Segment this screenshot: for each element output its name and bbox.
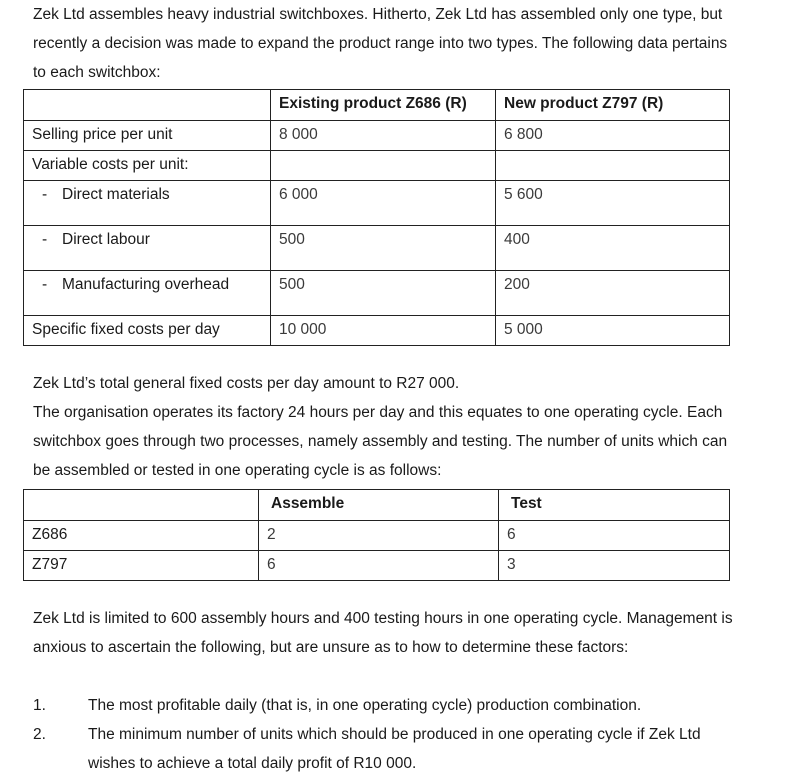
header-assemble: Assemble [259, 490, 499, 521]
dash-bullet: - [42, 186, 48, 203]
table-row [24, 551, 730, 581]
table-row [24, 271, 730, 316]
new-value [496, 151, 730, 181]
row-label-text: Specific fixed costs per day [32, 321, 220, 338]
row-label [24, 226, 271, 271]
list-number: 2. [33, 726, 46, 743]
requirements-list [33, 691, 733, 778]
row-label-text: Selling price per unit [32, 126, 173, 143]
row-label [24, 181, 271, 226]
new-value: 400 [496, 226, 730, 271]
existing-value: 6 000 [271, 181, 496, 226]
existing-value: 500 [271, 271, 496, 316]
row-label [24, 271, 271, 316]
assemble-value: 2 [259, 521, 499, 551]
new-value: 5 600 [496, 181, 730, 226]
row-label [24, 121, 271, 151]
existing-value: 10 000 [271, 316, 496, 346]
existing-value [271, 151, 496, 181]
header-blank [24, 90, 271, 121]
existing-value: 8 000 [271, 121, 496, 151]
row-label-text: Direct labour [62, 231, 150, 248]
product-name: Z686 [24, 521, 259, 551]
row-label-text: Variable costs per unit: [32, 156, 189, 173]
header-test: Test [499, 490, 730, 521]
header-new-product: New product Z797 (R) [496, 90, 730, 121]
list-item [33, 720, 733, 778]
operating-cycle-paragraph: The organisation operates its factory 24 hours per day and this equates to one operating cycle. Each switchbox goes through two processes, namely assembly and testing. The number of units which can be assembled or tested in one operating cycle is as follows: [33, 404, 728, 479]
new-value: 5 000 [496, 316, 730, 346]
new-value: 200 [496, 271, 730, 316]
test-value: 3 [499, 551, 730, 581]
table-row [24, 316, 730, 346]
table-row [24, 521, 730, 551]
general-fixed-costs-paragraph: Zek Ltd’s total general fixed costs per day amount to R27 000. [33, 375, 460, 392]
limits-paragraph: Zek Ltd is limited to 600 assembly hours and 400 testing hours in one operating cycle. Management is anxious to ascertain the following, but are unsure as to how to determine these factors: [33, 610, 733, 656]
process-capacity-table [23, 489, 730, 581]
table-row [24, 151, 730, 181]
list-text: The minimum number of units which should be produced in one operating cycle if Zek Ltd wishes to achieve a total daily profit of R10 000. [88, 726, 701, 772]
row-label [24, 151, 271, 181]
table-row [24, 181, 730, 226]
product-name: Z797 [24, 551, 259, 581]
list-text: The most profitable daily (that is, in one operating cycle) production combination. [88, 697, 642, 714]
new-value: 6 800 [496, 121, 730, 151]
table-row [24, 121, 730, 151]
header-existing-product: Existing product Z686 (R) [271, 90, 496, 121]
assemble-value: 6 [259, 551, 499, 581]
list-item [33, 691, 733, 720]
test-value: 6 [499, 521, 730, 551]
table-header-row [24, 490, 730, 521]
table-header-row [24, 90, 730, 121]
intro-paragraph: Zek Ltd assembles heavy industrial switchboxes. Hitherto, Zek Ltd has assembled only one type, but recently a decision was made to expand the product range into two types. The following data pertains to each switchbox: [33, 6, 728, 81]
list-number: 1. [33, 697, 46, 714]
dash-bullet: - [42, 276, 48, 293]
table-row [24, 226, 730, 271]
row-label-text: Manufacturing overhead [62, 276, 230, 293]
header-blank [24, 490, 259, 521]
row-label [24, 316, 271, 346]
dash-bullet: - [42, 231, 48, 248]
switchbox-cost-table [23, 89, 730, 346]
existing-value: 500 [271, 226, 496, 271]
row-label-text: Direct materials [62, 186, 170, 203]
